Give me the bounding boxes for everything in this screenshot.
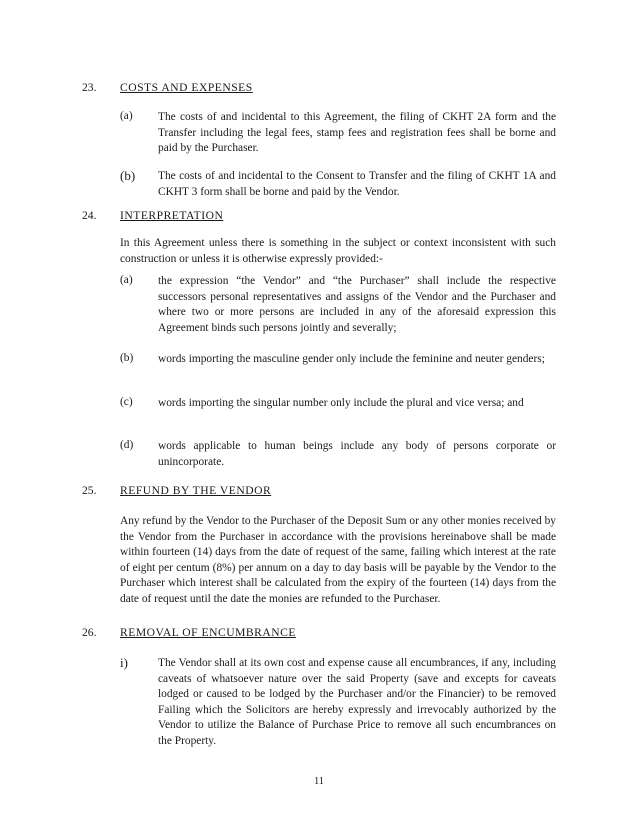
clause-26-item-i-text: The Vendor shall at its own cost and expense cause all encumbrances, if any, including caveats of whatsoever nature over the said Property (save and excepts for caveats lodged or caused to be lodged by the Purchaser and/or the Financier) to be removed Failing which the Solicitors are hereby expressly and irrevocably authorized by the Vendor to utilize the Balance of Purchase Price to remove all such encumbrances on the Property. [158,657,556,747]
clause-24-item-c-label: (c) [120,396,133,408]
clause-26-heading: REMOVAL OF ENCUMBRANCE [120,626,296,639]
clause-24-item-a-text: the expression “the Vendor” and “the Purchaser” shall include the respective successors personal representatives and assigns of the Vendor and the Purchaser and where two or more persons are included in any of the aforesaid expression this Agreement binds such persons jointly and severally; [158,275,556,334]
clause-23-item-b-label: (b) [120,168,136,183]
clause-23-item-a-label: (a) [120,110,133,122]
clause-23-item-a-text: The costs of and incidental to this Agreement, the filing of CKHT 2A form and the Transfer including the legal fees, stamp fees and registration fees shall be borne and paid by the Purchaser. [158,111,556,155]
clause-24-intro: In this Agreement unless there is something in the subject or context inconsistent with such construction or unless it is otherwise expressly provided:- [120,237,556,265]
page-number: 11 [313,776,325,787]
clause-26-number: 26. [82,626,97,639]
clause-23-heading: COSTS AND EXPENSES [120,81,253,94]
clause-24-item-a-label: (a) [120,274,133,286]
clause-25-number: 25. [82,484,97,497]
clause-25-heading: REFUND BY THE VENDOR [120,484,272,497]
clause-24-item-d-text: words applicable to human beings include any body of persons corporate or unincorporate. [158,440,556,468]
clause-24-item-b-label: (b) [120,352,134,364]
clause-26-item-i-label: i) [120,655,128,670]
clause-23-number: 23. [82,81,97,94]
clause-24-number: 24. [82,209,97,222]
clause-24-item-c-text: words importing the singular number only include the plural and vice versa; and [158,397,524,409]
clause-24-item-b-text: words importing the masculine gender only include the feminine and neuter genders; [158,353,545,365]
clause-24-item-d-label: (d) [120,439,134,451]
clause-23-item-b-text: The costs of and incidental to the Consent to Transfer and the filing of CKHT 1A and CKHT 3 form shall be borne and paid by the Vendor. [158,170,556,198]
clause-25-body: Any refund by the Vendor to the Purchaser of the Deposit Sum or any other monies received by the Vendor from the Purchaser in accordance with the provisions hereinabove shall be made within fourteen (14) days from the date of request of the same, failing which interest at the rate of eight per centum (8%) per annum on a day to day basis will be payable by the Vendor to the Purchaser which interest shall be calculated from the expiry of the fourteen (14) days from the date of request until the date the monies are refunded to the Purchaser. [120,515,556,605]
clause-24-heading: INTERPRETATION [120,209,224,222]
